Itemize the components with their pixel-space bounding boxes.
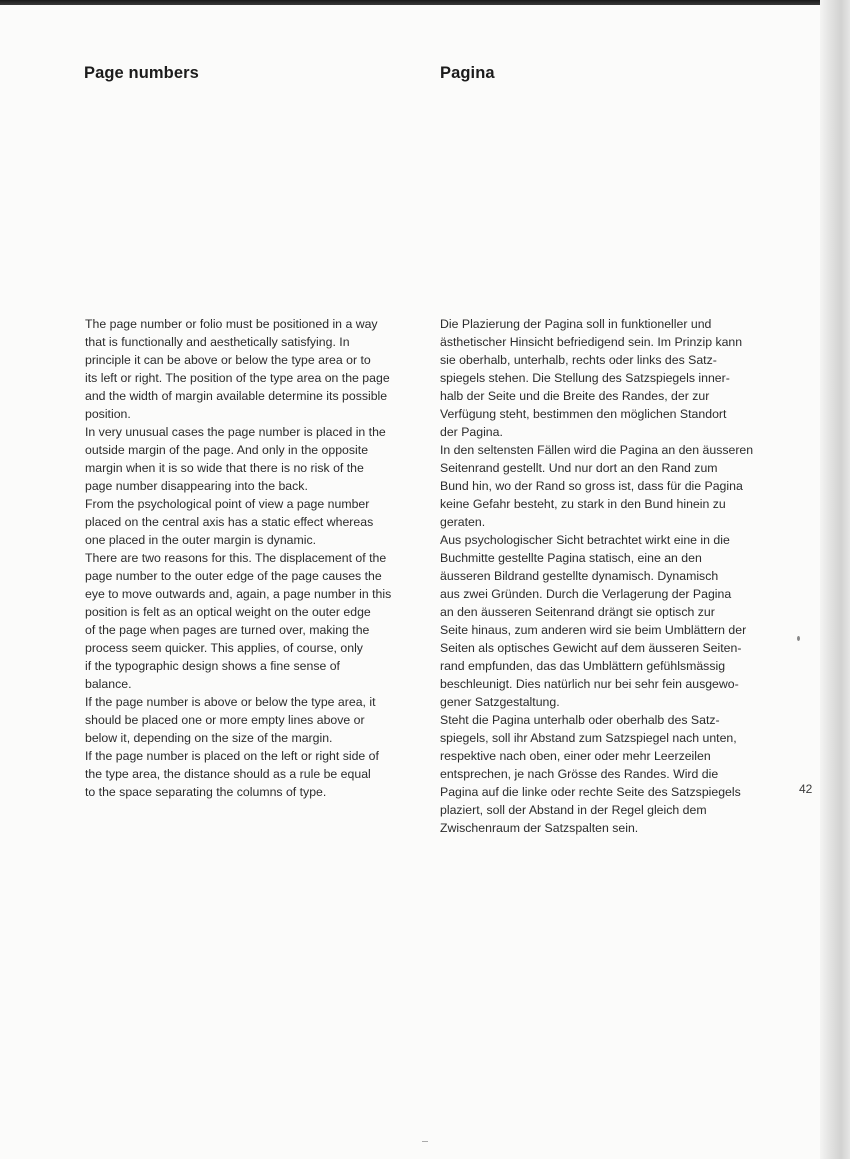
page-number: 42	[799, 782, 813, 796]
text-line: Buchmitte gestellte Pagina statisch, eine an den	[440, 551, 702, 565]
text-line: respektive nach oben, einer oder mehr Leerzeilen	[440, 749, 711, 763]
text-line: der Pagina.	[440, 425, 503, 439]
text-line: Zwischenraum der Satzspalten sein.	[440, 821, 639, 835]
english-heading: Page numbers	[84, 64, 199, 82]
english-text-column	[85, 315, 430, 801]
text-line: If the page number is placed on the left or right side of	[85, 749, 379, 763]
text-line: position is felt as an optical weight on the outer edge	[85, 605, 371, 619]
scan-speck	[797, 636, 800, 641]
text-line: entsprechen, je nach Grösse des Randes. Wird die	[440, 767, 719, 781]
text-line: position.	[85, 407, 131, 421]
text-line: Die Plazierung der Pagina soll in funktioneller und	[440, 317, 712, 331]
text-line: sie oberhalb, unterhalb, rechts oder links des Satz-	[440, 353, 717, 367]
text-line: geraten.	[440, 515, 486, 529]
text-line: In den seltensten Fällen wird die Pagina an den äusseren	[440, 443, 754, 457]
german-text-column	[440, 315, 790, 837]
text-line: page number disappearing into the back.	[85, 479, 308, 493]
text-line: Pagina auf die linke oder rechte Seite des Satzspiegels	[440, 785, 741, 799]
text-line: From the psychological point of view a page number	[85, 497, 370, 511]
text-line: There are two reasons for this. The displacement of the	[85, 551, 387, 565]
text-line: Verfügung steht, bestimmen den möglichen Standort	[440, 407, 727, 421]
text-line: gener Satzgestaltung.	[440, 695, 560, 709]
text-line: aus zwei Gründen. Durch die Verlagerung der Pagina	[440, 587, 732, 601]
text-line: Seitenrand gestellt. Und nur dort an den Rand zum	[440, 461, 718, 475]
text-line: an den äusseren Seitenrand drängt sie optisch zur	[440, 605, 715, 619]
text-line: ästhetischer Hinsicht befriedigend sein. Im Prinzip kann	[440, 335, 743, 349]
text-line: the type area, the distance should as a rule be equal	[85, 767, 371, 781]
text-line: and the width of margin available determine its possible	[85, 389, 388, 403]
text-line: if the typographic design shows a fine sense of	[85, 659, 340, 673]
text-line: Steht die Pagina unterhalb oder oberhalb des Satz-	[440, 713, 720, 727]
text-line: one placed in the outer margin is dynamic.	[85, 533, 317, 547]
text-line: page number to the outer edge of the page causes the	[85, 569, 382, 583]
text-line: äusseren Bildrand gestellte dynamisch. Dynamisch	[440, 569, 719, 583]
text-line: its left or right. The position of the type area on the page	[85, 371, 390, 385]
text-line: balance.	[85, 677, 132, 691]
text-line: below it, depending on the size of the margin.	[85, 731, 333, 745]
text-line: If the page number is above or below the type area, it	[85, 695, 376, 709]
text-line: spiegels stehen. Die Stellung des Satzspiegels inner-	[440, 371, 730, 385]
text-line: beschleunigt. Dies natürlich nur bei sehr fein ausgewo-	[440, 677, 739, 691]
text-line: margin when it is so wide that there is no risk of the	[85, 461, 364, 475]
text-line: The page number or folio must be positioned in a way	[85, 317, 378, 331]
text-line: halb der Seite und die Breite des Randes, der zur	[440, 389, 710, 403]
text-line: Seite hinaus, zum anderen wird sie beim Umblättern der	[440, 623, 747, 637]
text-line: plaziert, soll der Abstand in der Regel gleich dem	[440, 803, 707, 817]
scan-top-edge	[0, 0, 850, 5]
text-line: Bund hin, wo der Rand so gross ist, dass für die Pagina	[440, 479, 743, 493]
text-line: spiegels, soll ihr Abstand zum Satzspiegel nach unten,	[440, 731, 737, 745]
scan-speck	[422, 1141, 428, 1142]
text-line: Aus psychologischer Sicht betrachtet wirkt eine in die	[440, 533, 730, 547]
text-line: principle it can be above or below the type area or to	[85, 353, 371, 367]
text-line: placed on the central axis has a static effect whereas	[85, 515, 374, 529]
text-line: outside margin of the page. And only in the opposite	[85, 443, 369, 457]
text-line: rand empfunden, das das Umblättern gefühlsmässig	[440, 659, 726, 673]
text-line: that is functionally and aesthetically satisfying. In	[85, 335, 350, 349]
text-line: In very unusual cases the page number is placed in the	[85, 425, 386, 439]
text-line: to the space separating the columns of type.	[85, 785, 327, 799]
text-line: process seem quicker. This applies, of course, only	[85, 641, 363, 655]
page-gutter-shadow	[820, 0, 850, 1159]
german-heading: Pagina	[440, 64, 495, 82]
text-line: should be placed one or more empty lines above or	[85, 713, 365, 727]
text-line: of the page when pages are turned over, making the	[85, 623, 370, 637]
text-line: eye to move outwards and, again, a page number in this	[85, 587, 392, 601]
text-line: keine Gefahr besteht, zu stark in den Bund hinein zu	[440, 497, 726, 511]
text-line: Seiten als optisches Gewicht auf dem äusseren Seiten-	[440, 641, 742, 655]
